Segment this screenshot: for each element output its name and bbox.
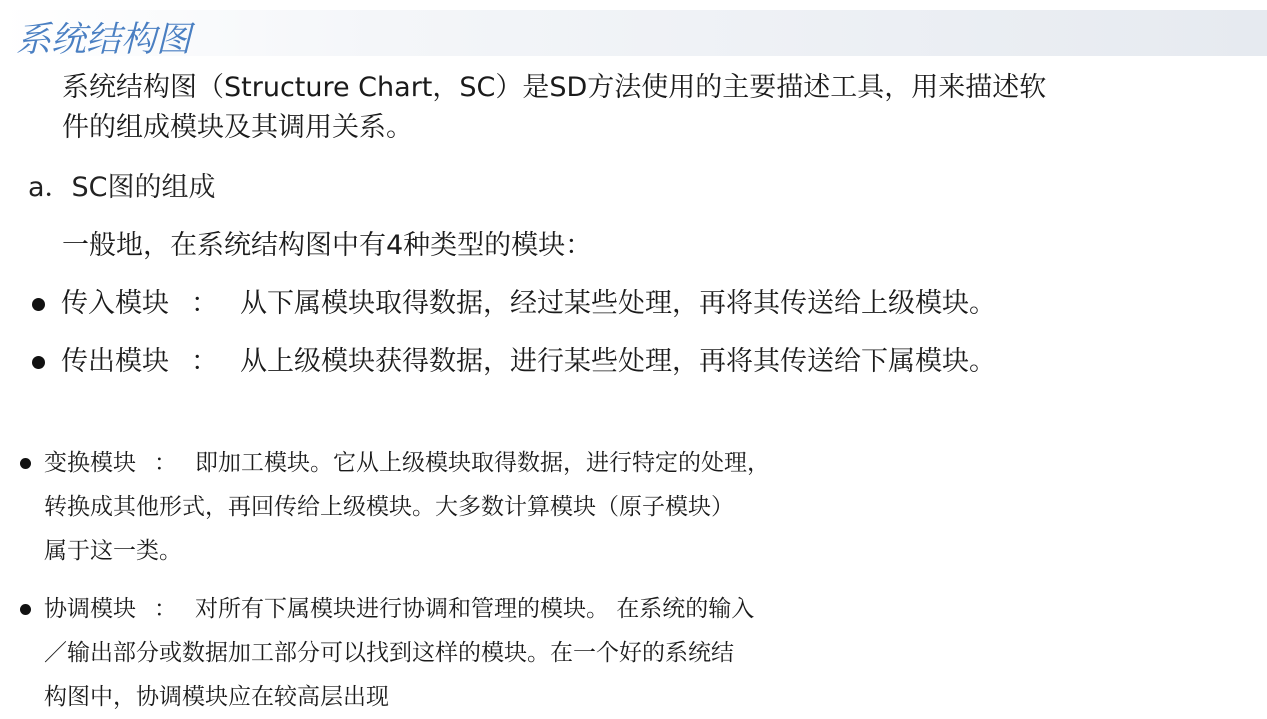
bullet-icon: [32, 356, 45, 369]
module-item-afferent: [28, 284, 996, 324]
module-description-line-3: 构图中，协调模块应在较高层出现: [44, 684, 389, 710]
module-term: 变换模块: [44, 450, 136, 476]
module-description-line-2: 转换成其他形式，再回传给上级模块。大多数计算模块（原子模块）: [44, 494, 734, 520]
module-colon: ：: [154, 450, 177, 476]
module-description-line-3: 属于这一类。: [44, 538, 182, 564]
module-term: 传出模块: [61, 346, 169, 377]
module-description: 从下属模块取得数据，经过某些处理，再将其传送给上级模块。: [240, 288, 996, 319]
module-colon: ：: [191, 346, 218, 377]
module-description-line-1: 对所有下属模块进行协调和管理的模块。 在系统的输入: [195, 596, 755, 622]
bullet-icon: [20, 458, 31, 469]
module-colon: ：: [154, 596, 177, 622]
module-description-line-2: ／输出部分或数据加工部分可以找到这样的模块。在一个好的系统结: [44, 640, 734, 666]
module-item-efferent: [28, 342, 996, 382]
module-colon: ：: [191, 288, 218, 319]
intro-paragraph: [62, 68, 1252, 148]
module-term: 协调模块: [44, 596, 136, 622]
intro-line-2: 件的组成模块及其调用关系。: [62, 112, 413, 143]
module-term: 传入模块: [61, 288, 169, 319]
intro-line-1: 系统结构图（Structure Chart，SC）是SD方法使用的主要描述工具，用来描述软: [62, 72, 1047, 103]
section-heading: a．SC图的组成: [28, 172, 216, 203]
module-item-coordinate: [20, 587, 920, 719]
slide-title: 系统结构图: [16, 20, 192, 60]
module-description: 从上级模块获得数据，进行某些处理，再将其传送给下属模块。: [240, 346, 996, 377]
section-lead: 一般地，在系统结构图中有4种类型的模块：: [62, 230, 593, 261]
module-description-line-1: 即加工模块。它从上级模块取得数据，进行特定的处理，: [195, 450, 770, 476]
bullet-icon: [32, 298, 45, 311]
module-item-transform: [20, 441, 920, 573]
bullet-icon: [20, 604, 31, 615]
